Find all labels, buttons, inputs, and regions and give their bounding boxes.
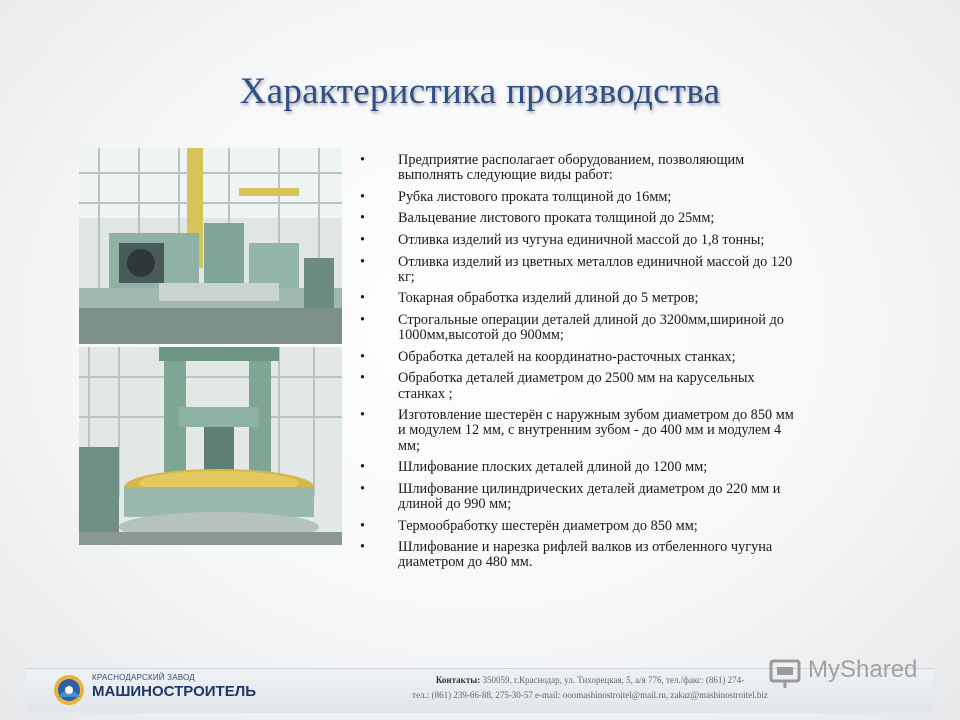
bullet-dot: • (360, 539, 366, 556)
bullet-dot: • (360, 311, 366, 328)
list-item: • Отливка изделий из чугуна единичной массой до 1,8 тонны; (360, 231, 765, 248)
contacts-line-2: тел.: (861) 239-66-88, 275-30-57 e-mail: ooomashinostroitel@mail.ru, zakaz@mashinostroitel.biz (412, 690, 768, 700)
bullet-dot: • (360, 152, 366, 168)
gear-icon (52, 673, 86, 707)
bullet-dot: • (360, 210, 366, 227)
factory-photo-boring-machine (79, 148, 342, 344)
bullet-dot: • (360, 290, 366, 307)
myshared-watermark (768, 656, 938, 692)
list-item: • Вальцевание листового проката толщиной до 25мм; (360, 210, 715, 227)
list-item: • Термообработку шестерён диаметром до 850 мм; (360, 517, 698, 534)
bullet-dot: • (360, 188, 366, 205)
bullet-dot: • (360, 231, 366, 248)
contacts-label: Контакты: (435, 675, 481, 685)
capabilities-list (360, 153, 800, 577)
bullet-dot: • (360, 517, 366, 534)
list-item: • Шлифование цилиндрических деталей диаметром до 220 мм и длиной до 990 мм; (360, 480, 781, 512)
company-logo (52, 671, 282, 709)
bullet-dot: • (360, 480, 366, 497)
contacts-line-1: Контакты: 350059, г.Краснодар, ул. Тихорецкая, 5, а/я 776, тел./факс: (861) 274- (435, 675, 745, 685)
logo-subtitle: КРАСНОДАРСКИЙ ЗАВОД (92, 673, 195, 682)
list-item: • Токарная обработка изделий длиной до 5 метров; (360, 290, 699, 307)
watermark-text: MyShared (808, 656, 918, 683)
list-item: • Обработка деталей диаметром до 2500 мм на карусельных станках ; (360, 370, 755, 402)
list-item: • Обработка деталей на координатно-расточных станках; (360, 348, 736, 365)
factory-photo-carousel-lathe (79, 347, 342, 545)
bullet-dot: • (360, 253, 366, 270)
bullet-dot: • (360, 348, 366, 365)
bullet-dot: • (360, 407, 366, 424)
logo-title: МАШИНОСТРОИТЕЛЬ (92, 683, 257, 700)
list-item: • Изготовление шестерён с наружным зубом диаметром до 850 мм и модулем 12 мм, с внутренним зубом - до 400 мм и модулем 4 мм; (360, 407, 794, 454)
list-item: • Рубка листового проката толщиной до 16мм; (360, 188, 672, 205)
bullet-dot: • (360, 370, 366, 387)
bullet-dot: • (360, 459, 366, 476)
list-item: • Предприятие располагает оборудованием, позволяющим выполнять следующие виды работ: (360, 152, 745, 184)
list-item: • Строгальные операции деталей длиной до 3200мм,шириной до 1000мм,высотой до 900мм; (360, 311, 784, 344)
list-item: • Шлифование и нарезка рифлей валков из отбеленного чугуна диаметром до 480 мм. (360, 539, 773, 571)
list-item: • Шлифование плоских деталей длиной до 1200 мм; (360, 459, 708, 476)
list-item: • Отливка изделий из цветных металлов единичной массой до 120 кг; (360, 253, 793, 285)
slide-title: Характеристика производства (239, 71, 721, 112)
presentation-icon (768, 658, 802, 690)
